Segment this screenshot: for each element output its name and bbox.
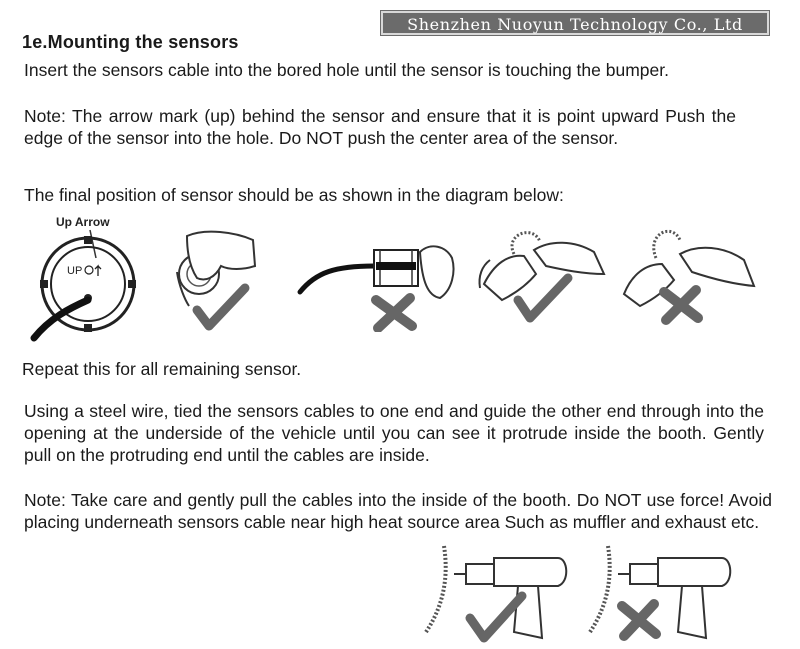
final-position-paragraph: The final position of sensor should be as shown in the diagram below: [24, 185, 564, 205]
up-text: UP [67, 265, 83, 277]
cross-mark-icon [622, 604, 656, 636]
company-banner: Shenzhen Nuoyun Technology Co., Ltd [381, 11, 769, 35]
note-heat-paragraph: Note: Take care and gently pull the cables into the inside of the booth. Do NOT use force! Avoid placing underneath sensors cable near high heat source area Such as muffler and exhaust etc. [24, 490, 772, 532]
note-arrow-paragraph: Note: The arrow mark (up) behind the sensor and ensure that it is point upward Push the edge of the sensor into the hole. Do NOT push the center area of the sensor. [24, 106, 736, 148]
intro-paragraph: Insert the sensors cable into the bored hole until the sensor is touching the bumper. [24, 60, 669, 80]
pull-cable-correct-diagram [474, 214, 614, 334]
pull-cable-wrong-diagram [616, 214, 766, 334]
steel-wire-paragraph: Using a steel wire, tied the sensors cables to one end and guide the other end through into the opening at the underside of the vehicle until you can see it protrude inside the booth. Gently pull on the protruding end until the cables are inside. [24, 401, 764, 465]
press-edge-correct-diagram [165, 226, 265, 336]
drill-correct-diagram [418, 542, 578, 649]
up-arrow-label: Up Arrow [56, 215, 110, 229]
drill-wrong-diagram [582, 542, 742, 649]
sensor-up-arrow-diagram [30, 212, 150, 342]
cross-mark-icon [376, 298, 412, 328]
press-center-wrong-diagram [296, 232, 466, 332]
section-title: 1e.Mounting the sensors [22, 32, 239, 52]
repeat-paragraph: Repeat this for all remaining sensor. [22, 359, 302, 379]
cross-mark-icon [664, 290, 698, 320]
